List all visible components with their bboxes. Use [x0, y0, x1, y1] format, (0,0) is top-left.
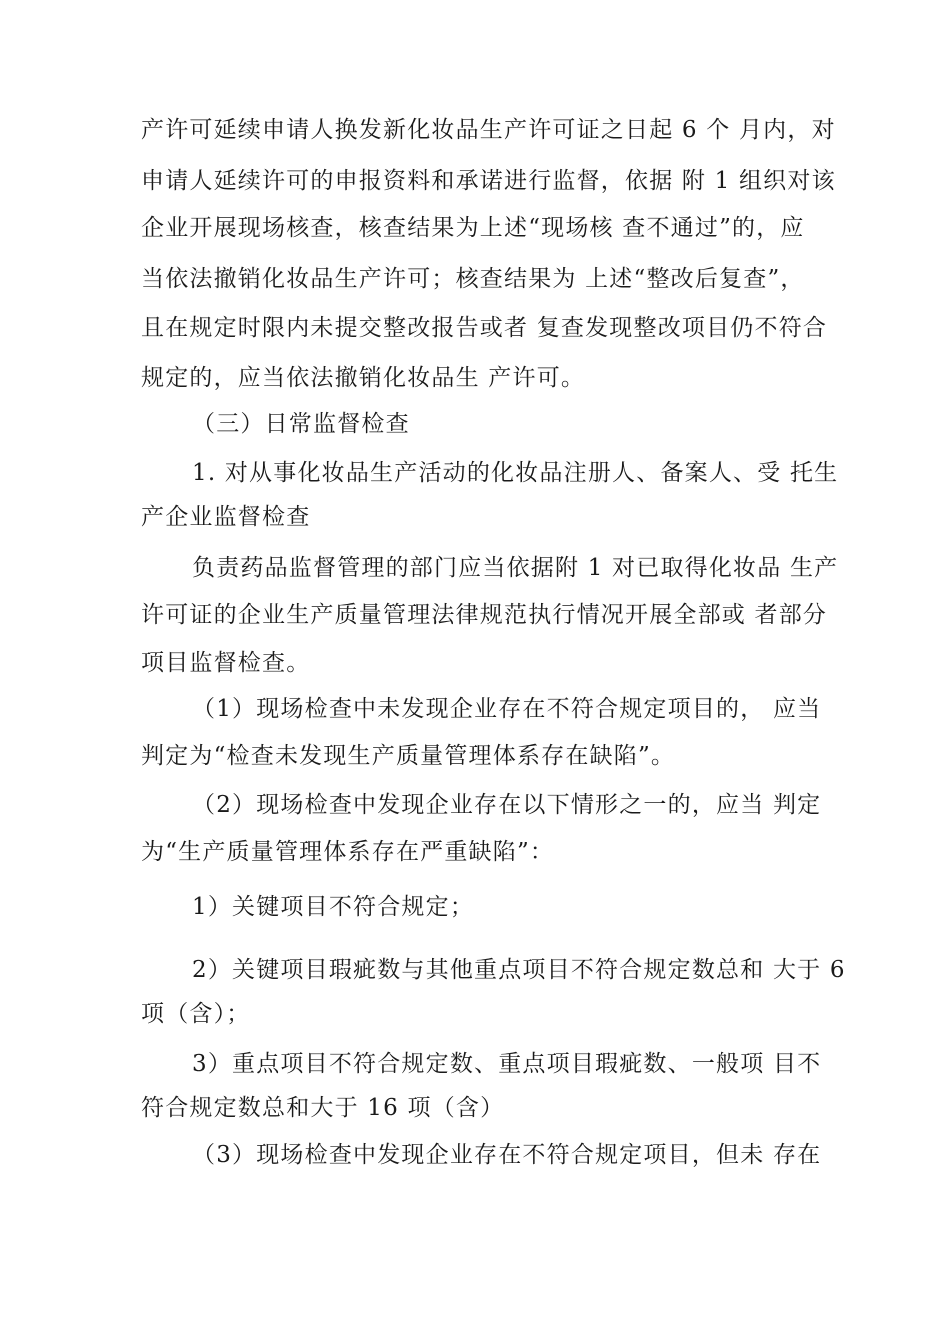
text-line: 为“生产质量管理体系存在严重缺陷”： — [141, 839, 555, 865]
text-line: 许可证的企业生产质量管理法律规范执行情况开展全部或 者部分 — [141, 602, 828, 628]
text-line: 当依法撤销化妆品生产许可；核查结果为 上述“整改后复查”， — [141, 266, 805, 292]
text-line: 申请人延续许可的申报资料和承诺进行监督，依据 附 1 组织对该 — [141, 168, 836, 194]
text-line: 且在规定时限内未提交整改报告或者 复查发现整改项目仍不符合 — [141, 315, 828, 341]
list-item: 1）关键项目不符合规定； — [192, 894, 475, 920]
text-line: 产企业监督检查 — [141, 504, 311, 530]
list-item: 3）重点项目不符合规定数、重点项目瑕疵数、一般项 目不 — [192, 1051, 822, 1077]
subsection-heading: 1. 对从事化妆品生产活动的化妆品注册人、备案人、受 托生 — [192, 460, 839, 486]
list-item: （1）现场检查中未发现企业存在不符合规定项目的， 应当 — [192, 696, 822, 722]
text-line: 项目监督检查。 — [141, 650, 311, 676]
text-line: 产许可延续申请人换发新化妆品生产许可证之日起 6 个 月内，对 — [141, 117, 836, 143]
text-line: 项（含）； — [141, 1001, 251, 1027]
list-item: （3）现场检查中发现企业存在不符合规定项目，但未 存在 — [192, 1142, 822, 1168]
text-line: 负责药品监督管理的部门应当依据附 1 对已取得化妆品 生产 — [192, 555, 839, 581]
list-item: （2）现场检查中发现企业存在以下情形之一的，应当 判定 — [192, 792, 822, 818]
section-heading: （三）日常监督检查 — [192, 411, 410, 437]
text-line: 规定的，应当依法撤销化妆品生 产许可。 — [141, 365, 586, 391]
text-line: 企业开展现场核查，核查结果为上述“现场核 查不通过”的，应 — [141, 215, 805, 241]
text-line: 判定为“检查未发现生产质量管理体系存在缺陷”。 — [141, 743, 676, 769]
list-item: 2）关键项目瑕疵数与其他重点项目不符合规定数总和 大于 6 — [192, 957, 846, 983]
text-line: 符合规定数总和大于 16 项（含） — [141, 1095, 505, 1121]
